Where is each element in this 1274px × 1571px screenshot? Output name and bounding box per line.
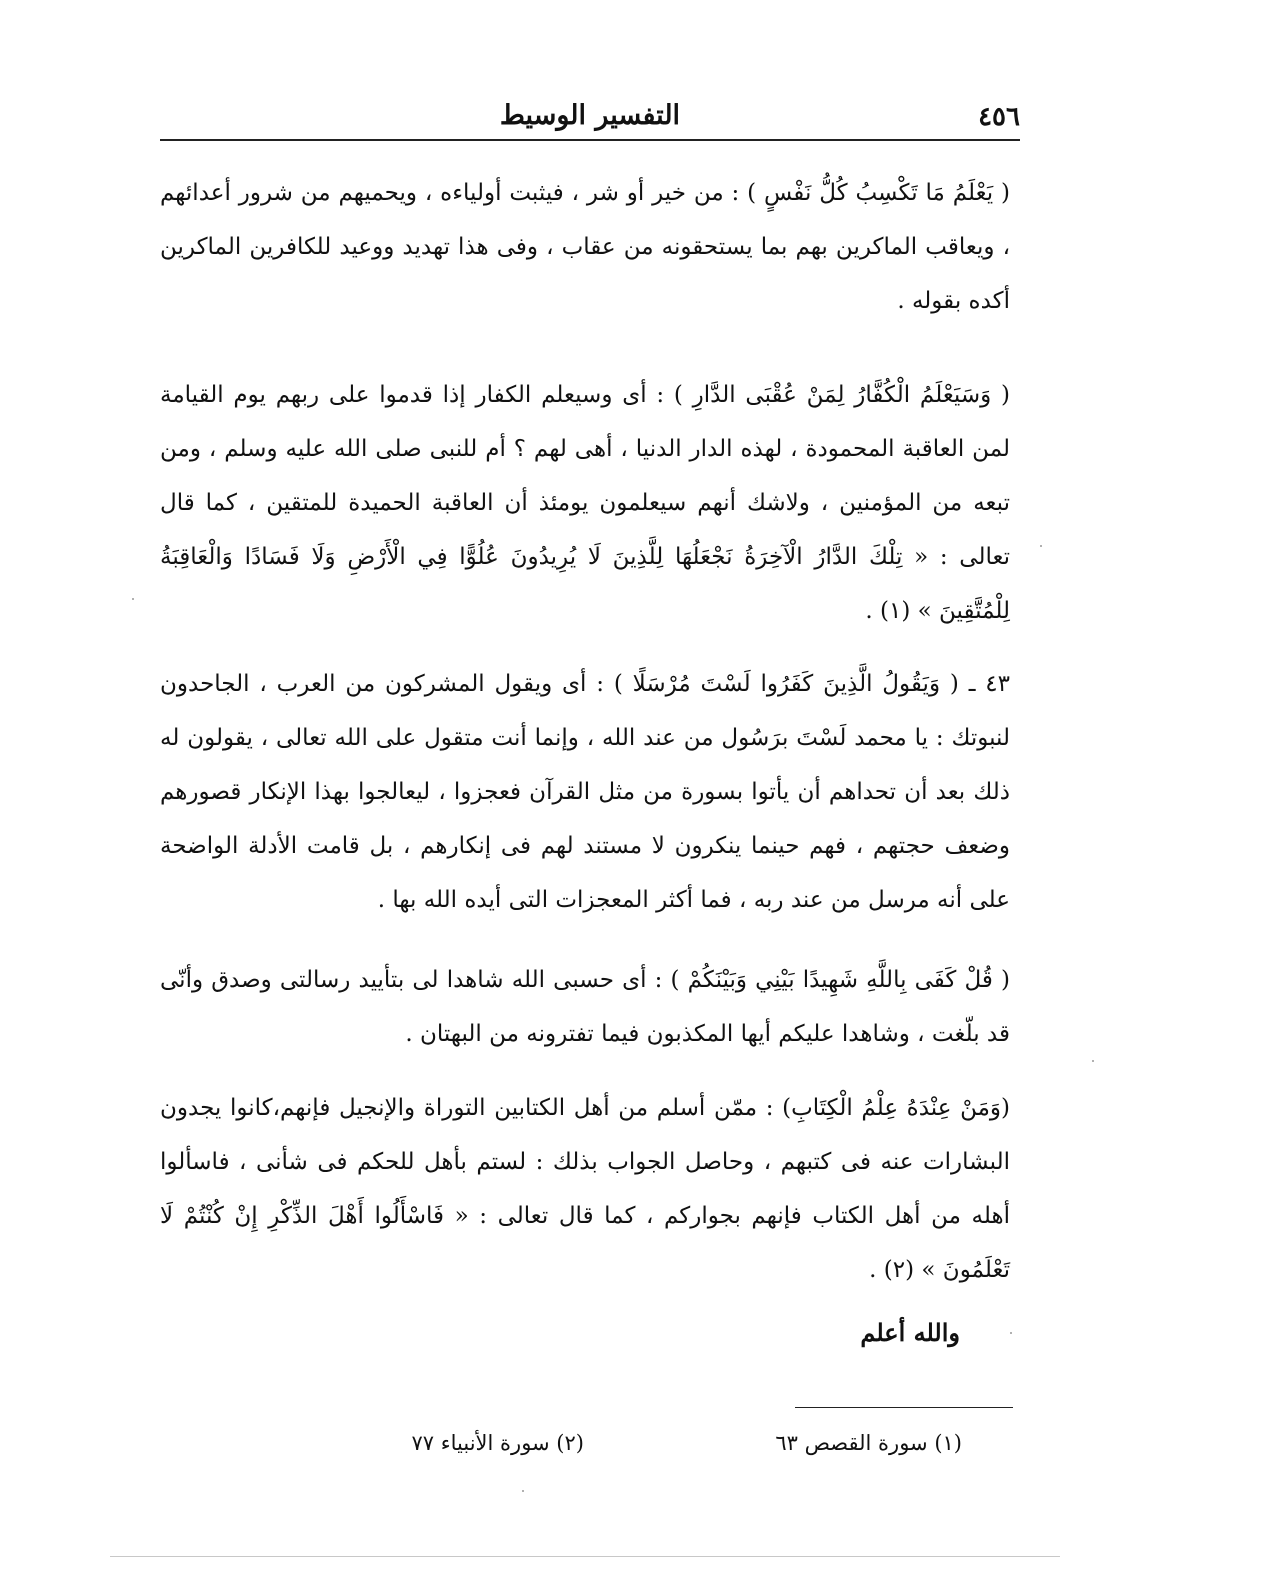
paragraph-verse-knowledge: ( يَعْلَمُ مَا تَكْسِبُ كُلُّ نَفْسٍ ) : من خير أو شر ، فيثبت أولياءه ، ويحميهم من شرور أعدائهم ، ويعاقب الماكرين بهم بما يستحقونه من عقاب ، وفى هذا تهديد ووعيد للكافرين الماكرين أكده بقوله . [160, 180, 1010, 314]
scan-speck [1010, 1332, 1012, 1334]
scan-speck [522, 1490, 524, 1492]
scan-speck [1040, 545, 1042, 547]
paragraph-god-as-witness: ( قُلْ كَفَى بِاللَّهِ شَهِيدًا بَيْنِي وَبَيْنَكُمْ ) : أى حسبى الله شاهدا لى بتأييد رسالتى وصدق وأنّى قد بلّغت ، وشاهدا عليكم أيها المكذبون فيما تفترونه من البهتان . [160, 967, 1010, 1047]
scan-edge-line [110, 1556, 1060, 1557]
page-header [160, 98, 1020, 142]
scan-speck [1092, 1060, 1094, 1062]
footnote-2: (٢) سورة الأنبياء ٧٧ [411, 1431, 584, 1455]
footnote-rule [795, 1407, 1013, 1408]
header-rule [160, 139, 1020, 141]
footnote-1: (١) سورة القصص ٦٣ [775, 1431, 962, 1455]
closing-phrase: والله أعلم [860, 1318, 960, 1347]
page-number: ٤٥٦ [978, 102, 1020, 132]
paragraph-disbelievers-will-know: ( وَسَيَعْلَمُ الْكُفَّارُ لِمَنْ عُقْبَى الدَّارِ ) : أى وسيعلم الكفار إذا قدموا على ربهم يوم القيامة لمن العاقبة المحمودة ، لهذه الدار الدنيا ، أهى لهم ؟ أم للنبى صلى الله عليه وسلم ، ومن تبعه من المؤمنين ، ولاشك أنهم سيعلمون يومئذ أن العاقبة الحميدة للمتقين ، كما قال تعالى : « تِلْكَ الدَّارُ الْآخِرَةُ نَجْعَلُهَا لِلَّذِينَ لَا يُرِيدُونَ عُلُوًّا فِي الْأَرْضِ وَلَا فَسَادًا وَالْعَاقِبَةُ لِلْمُتَّقِينَ » (١) . [160, 382, 1010, 624]
scan-speck [132, 598, 134, 600]
paragraph-verse-43: ٤٣ ـ ( وَيَقُولُ الَّذِينَ كَفَرُوا لَسْتَ مُرْسَلًا ) : أى ويقول المشركون من العرب ، الجاحدون لنبوتك : يا محمد لَسْتَ برَسُول من عند الله ، وإنما أنت متقول على الله تعالى ، يقولون له ذلك بعد أن تحداهم أن يأتوا بسورة من مثل القرآن فعجزوا ، ليعالجوا بهذا الإنكار قصورهم وضعف حجتهم ، فهم حينما ينكرون لا مستند لهم فى إنكارهم ، بل قامت الأدلة الواضحة على أنه مرسل من عند ربه ، فما أكثر المعجزات التى أيده الله بها . [160, 671, 1010, 913]
running-title: التفسير الوسيط [499, 100, 681, 131]
paragraph-knowledge-of-book: (وَمَنْ عِنْدَهُ عِلْمُ الْكِتَابِ) : ممّن أسلم من أهل الكتابين التوراة والإنجيل فإنهم،كانوا يجدون البشارات عنه فى كتبهم ، وحاصل الجواب بذلك : لستم بأهل للحكم فى شأنى ، فاسألوا أهله من أهل الكتاب فإنهم بجواركم ، كما قال تعالى : « فَاسْأَلُوا أَهْلَ الذِّكْرِ إِنْ كُنْتُمْ لَا تَعْلَمُونَ » (٢) . [160, 1095, 1010, 1283]
